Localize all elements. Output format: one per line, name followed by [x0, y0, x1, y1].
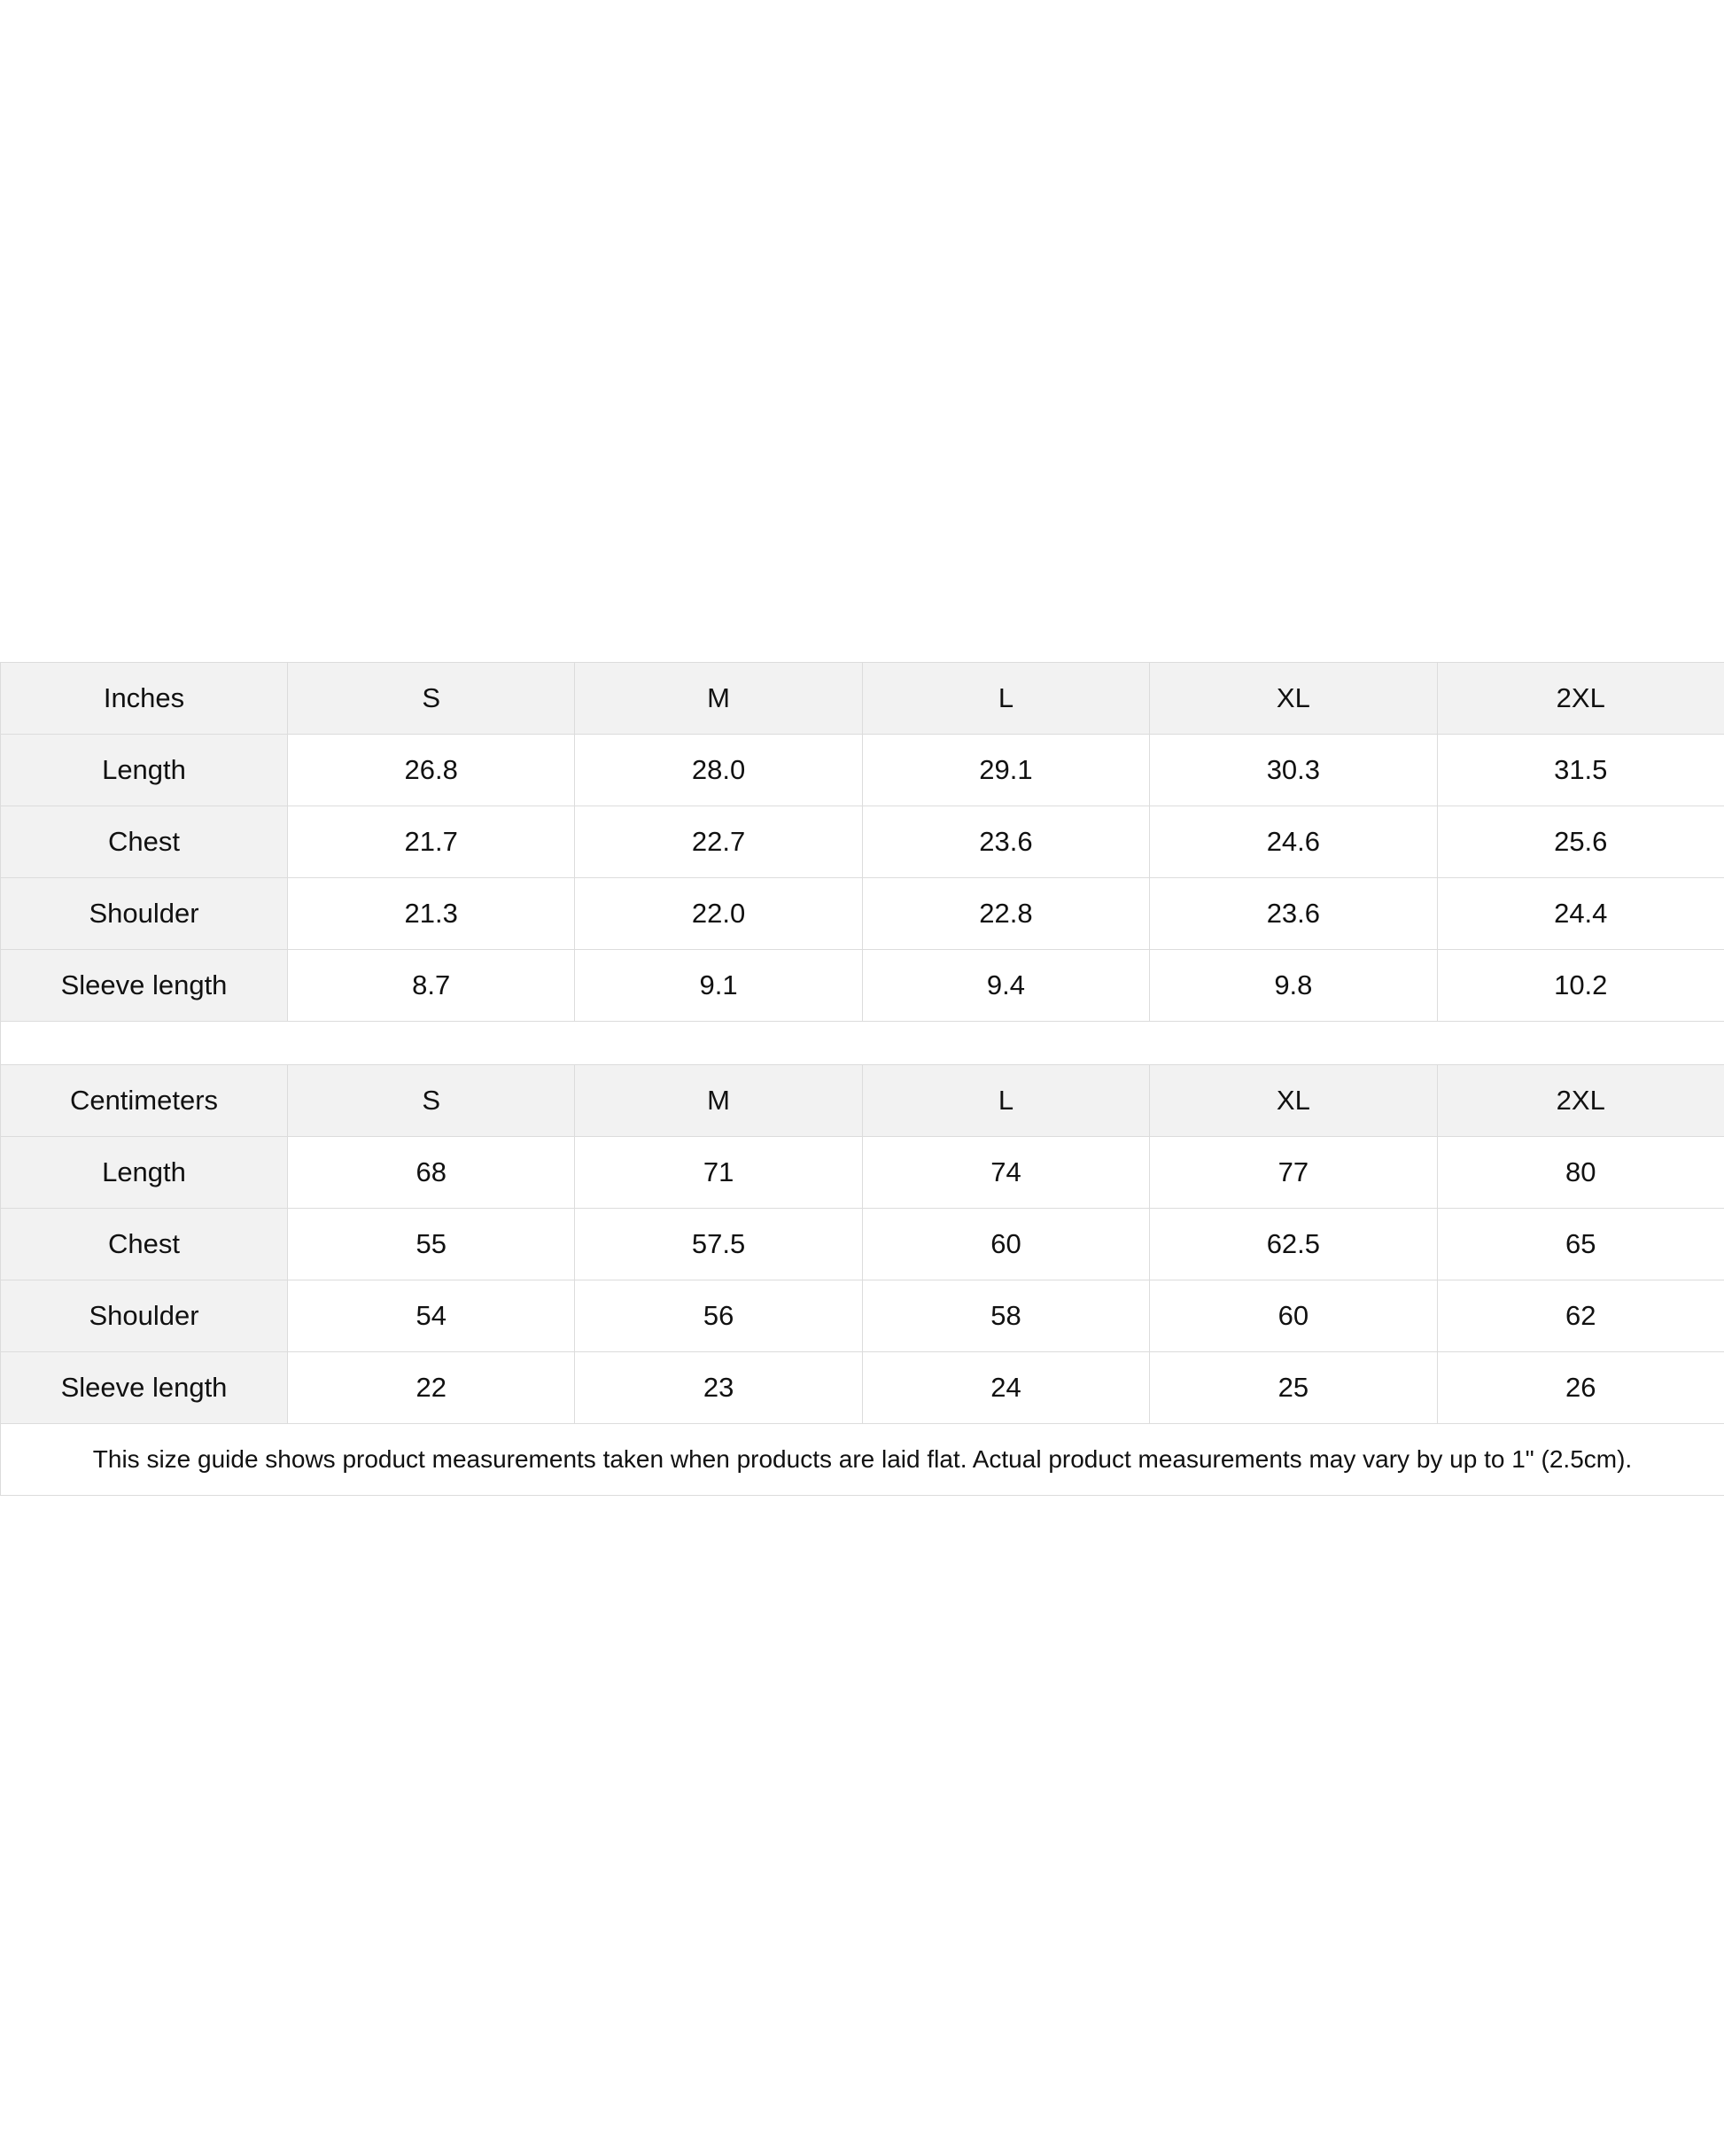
size-chart-table	[0, 662, 1724, 1496]
table-cell: 23	[575, 1352, 862, 1424]
table-row	[1, 950, 1724, 1022]
table-cell: 80	[1437, 1137, 1724, 1209]
table-cell: 55	[288, 1209, 575, 1280]
section-spacer	[1, 1022, 1724, 1065]
table-cell: 24	[862, 1352, 1149, 1424]
size-header: L	[862, 663, 1149, 735]
table-cell: 77	[1150, 1137, 1437, 1209]
table-cell: 24.6	[1150, 806, 1437, 878]
table-cell: 23.6	[1150, 878, 1437, 950]
inches-header-row	[1, 663, 1724, 735]
table-cell: 31.5	[1437, 735, 1724, 806]
table-row	[1, 1352, 1724, 1424]
table-cell: 22.8	[862, 878, 1149, 950]
table-cell: 29.1	[862, 735, 1149, 806]
table-cell: 62.5	[1150, 1209, 1437, 1280]
table-cell: 62	[1437, 1280, 1724, 1352]
row-label: Sleeve length	[1, 950, 288, 1022]
table-cell: 22	[288, 1352, 575, 1424]
table-cell: 25	[1150, 1352, 1437, 1424]
size-header: XL	[1150, 1065, 1437, 1137]
table-cell: 9.8	[1150, 950, 1437, 1022]
table-cell: 8.7	[288, 950, 575, 1022]
size-header: L	[862, 1065, 1149, 1137]
table-cell: 22.7	[575, 806, 862, 878]
row-label: Shoulder	[1, 878, 288, 950]
table-cell: 10.2	[1437, 950, 1724, 1022]
table-cell: 28.0	[575, 735, 862, 806]
size-header: XL	[1150, 663, 1437, 735]
size-header: M	[575, 663, 862, 735]
table-cell: 74	[862, 1137, 1149, 1209]
table-cell: 56	[575, 1280, 862, 1352]
table-row	[1, 806, 1724, 878]
size-guide-note: This size guide shows product measurements taken when products are laid flat. Actual product measurements may vary by up to 1" (2.5cm).	[1, 1424, 1724, 1496]
row-label: Length	[1, 735, 288, 806]
table-cell: 54	[288, 1280, 575, 1352]
row-label: Shoulder	[1, 1280, 288, 1352]
table-cell: 60	[862, 1209, 1149, 1280]
note-row	[1, 1424, 1724, 1496]
table-cell: 25.6	[1437, 806, 1724, 878]
table-cell: 23.6	[862, 806, 1149, 878]
size-header: S	[288, 663, 575, 735]
spacer-cell	[1, 1022, 1724, 1065]
size-header: 2XL	[1437, 663, 1724, 735]
row-label: Length	[1, 1137, 288, 1209]
table-cell: 60	[1150, 1280, 1437, 1352]
table-cell: 21.7	[288, 806, 575, 878]
table-cell: 26	[1437, 1352, 1724, 1424]
unit-label-inches: Inches	[1, 663, 288, 735]
table-row	[1, 878, 1724, 950]
table-row	[1, 1137, 1724, 1209]
table-cell: 30.3	[1150, 735, 1437, 806]
table-cell: 21.3	[288, 878, 575, 950]
table-cell: 71	[575, 1137, 862, 1209]
unit-label-centimeters: Centimeters	[1, 1065, 288, 1137]
centimeters-header-row	[1, 1065, 1724, 1137]
table-cell: 24.4	[1437, 878, 1724, 950]
table-row	[1, 735, 1724, 806]
table-cell: 26.8	[288, 735, 575, 806]
table-row	[1, 1280, 1724, 1352]
size-header: M	[575, 1065, 862, 1137]
size-header: S	[288, 1065, 575, 1137]
table-cell: 58	[862, 1280, 1149, 1352]
table-cell: 68	[288, 1137, 575, 1209]
table-cell: 9.4	[862, 950, 1149, 1022]
table-cell: 57.5	[575, 1209, 862, 1280]
row-label: Chest	[1, 1209, 288, 1280]
table-row	[1, 1209, 1724, 1280]
table-cell: 22.0	[575, 878, 862, 950]
row-label: Chest	[1, 806, 288, 878]
size-header: 2XL	[1437, 1065, 1724, 1137]
table-cell: 65	[1437, 1209, 1724, 1280]
row-label: Sleeve length	[1, 1352, 288, 1424]
table-cell: 9.1	[575, 950, 862, 1022]
